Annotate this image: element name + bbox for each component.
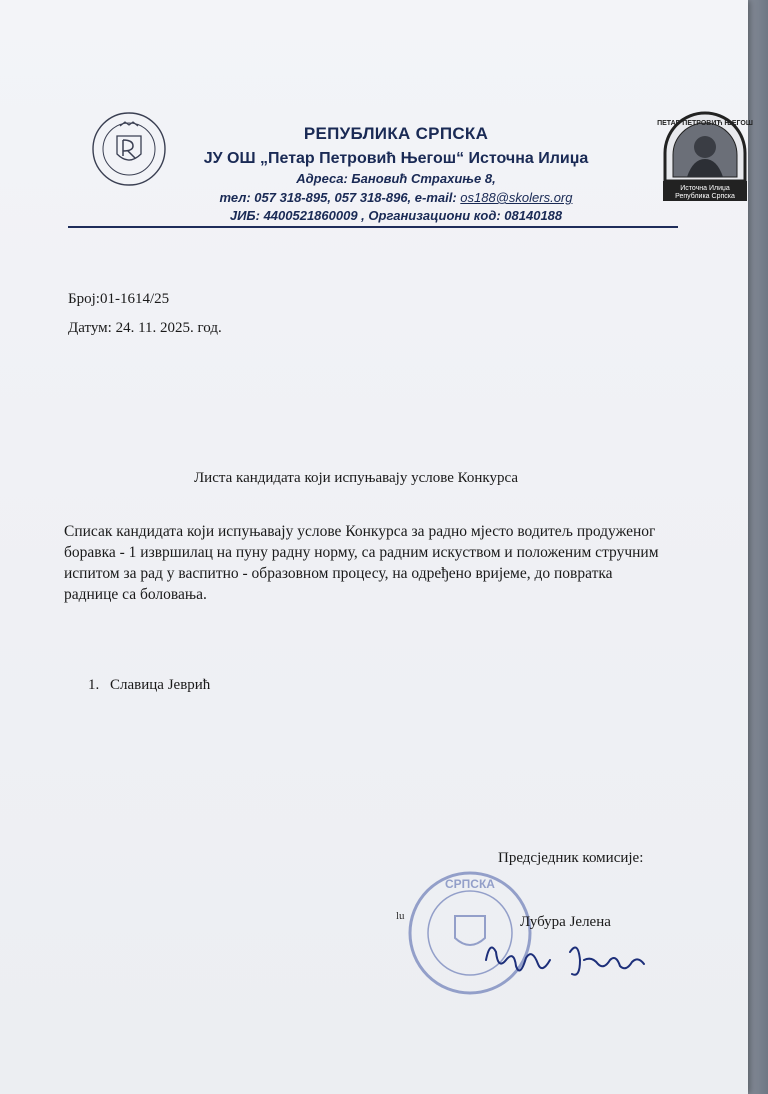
candidate-list xyxy=(88,677,210,694)
document-title: Листа кандидата који испуњавају услове Конкурса xyxy=(194,470,519,486)
document-date: Датум: 24. 11. 2025. год. xyxy=(68,320,222,336)
school-logo-top-text: ПЕТАР ПЕТРОВИЋ ЊЕГОШ xyxy=(657,120,753,127)
svg-text:СРПСКА: СРПСКА xyxy=(445,877,495,891)
header-ids: ЈИБ: 4400521860009 , Организациони код: 08140188 xyxy=(229,208,563,223)
header-contact xyxy=(176,190,616,205)
handwritten-signature xyxy=(480,930,650,990)
republic-coat-of-arms-logo xyxy=(90,110,168,188)
commission-role: Предсједник комисије: xyxy=(498,850,644,866)
letterhead xyxy=(0,0,753,240)
email-link[interactable]: os188@skolers.org xyxy=(460,190,573,205)
list-item-number: 1. xyxy=(88,677,100,693)
document-number: Број:01-1614/25 xyxy=(68,291,170,307)
header-school-name: ЈУ ОШ „Петар Петровић Његош“ Источна Илиџа xyxy=(203,150,589,167)
initial-mark: lu xyxy=(396,910,405,922)
header-address: Адреса: Бановић Страхиње 8, xyxy=(296,171,496,186)
header-republic: РЕПУБЛИКА СРПСКА xyxy=(303,124,489,143)
school-logo-caption-2: Република Српска xyxy=(675,193,735,200)
signatory-name: Лубура Јелена xyxy=(520,914,611,930)
school-logo-caption-1: Источна Илиџа xyxy=(680,185,730,192)
list-item-name: Славица Јеврић xyxy=(110,677,211,693)
document-body: Списак кандидата који испуњавају услове Конкурса за радно мјесто водитељ продуженог боравка - 1 извршилац на пуну радну норму, са радним искуством и положеним стручним испитом за рад у васпитно - образовном процесу, на одређено вријеме, до повратка раднице са боловања. xyxy=(64,523,659,603)
header-divider xyxy=(68,226,678,228)
header-phone: тел: 057 318-895, 057 318-896, e-mail: xyxy=(219,190,461,205)
school-logo xyxy=(657,107,753,205)
